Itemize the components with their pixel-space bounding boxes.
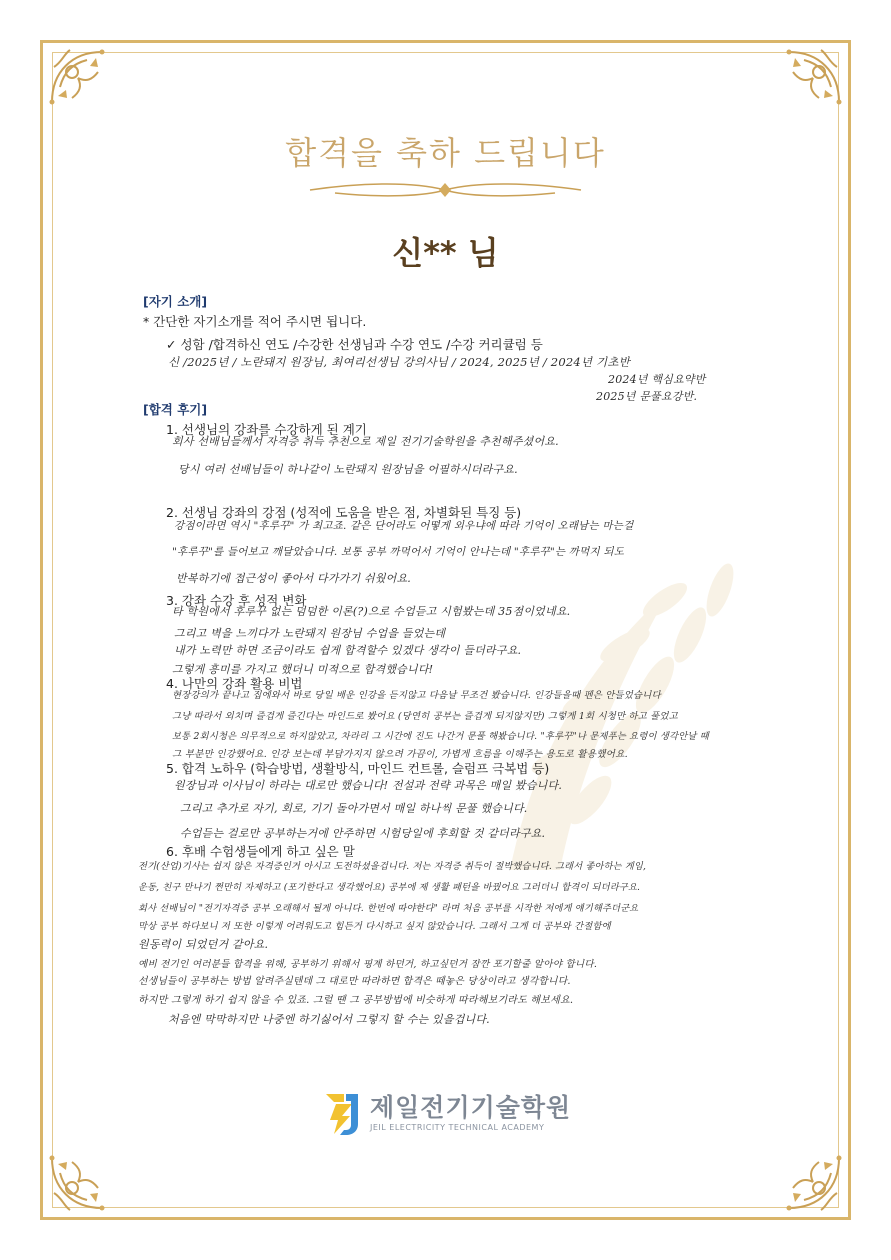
corner-ornament-icon [42, 42, 132, 132]
lightning-logo-icon [322, 1090, 362, 1136]
answer-line: 내가 노력만 하면 조금이라도 쉽게 합격할수 있겠다 생각이 들더라구요. [174, 644, 522, 657]
recipient-name: 신** 님 [392, 234, 499, 272]
answer-line: 전기(산업)기사는 쉽지 않은 자격증인거 아시고 도전하셨을겁니다. 저는 자격증 취득이 절박했습니다. 그래서 좋아하는 게임, [138, 861, 647, 872]
academy-logo-name: 제일전기기술학원 [370, 1093, 572, 1122]
section-label-review: [합격 후기] [143, 402, 208, 417]
academy-logo [322, 1090, 572, 1140]
intro-prompt: * 간단한 자기소개를 적어 주시면 됩니다. [143, 314, 367, 329]
answer-line: "후루꾸"를 들어보고 깨달았습니다. 보통 공부 까먹어서 기억이 안나는데 "후루꾸"는 까먹지 되도 [172, 546, 625, 558]
answer-line: 운동, 친구 만나기 쩐만히 자제하고 (포기한다고 생각했어요) 공부에 제 생활 패턴을 바꿨어요 그러더니 합격이 되더라구요. [138, 882, 641, 893]
ornamental-divider-icon [305, 178, 586, 202]
answer-line: 그렇게 흥미를 가지고 했더니 미적으로 합격했습니다! [172, 663, 434, 676]
answer-line: 예비 전기인 여러분들 합격을 위해, 공부하기 위해서 핑계 하던거, 하고싶던거 잠깐 포기할줄 알아야 합니다. [138, 959, 598, 970]
intro-answer-line: 2024년 핵심요약반 [608, 373, 706, 386]
answer-line: 막상 공부 하다보니 저 또한 이렇게 어려워도고 힘든거 다시하고 싶지 않았습니다. 그래서 그게 더 공부와 간절함에 [138, 921, 611, 932]
answer-line: 강점이라면 역시 "후루꾸" 가 최고죠. 같은 단어라도 어떻게 외우냐에 따라 기억이 오래남는 마는걸 [174, 520, 634, 532]
answer-line: 반복하기에 접근성이 좋아서 다가가기 쉬웠어요. [176, 572, 412, 585]
answer-line: 그냥 따라서 외치며 즐겁게 즐긴다는 마인드로 봤어요 (당연히 공부는 즐겁게 되지않지만) 그렇게 1회 시청만 하고 풀었고 [172, 711, 678, 722]
answer-line: 그 부분만 인강했어요. 인강 보는데 부담가지지 않으려 가끔이, 가볍게 흐름을 이해주는 용도로 활용했어요. [172, 749, 628, 760]
answer-line: 회사 선배님들께서 자격증 취득 추천으로 제일 전기기술학원을 추천해주셨어요. [172, 435, 559, 448]
answer-line: 원동력이 되었던거 같아요. [138, 938, 269, 951]
intro-answer-line: 2025년 문풀요강반. [596, 390, 698, 403]
section-label-intro: [자기 소개] [143, 294, 208, 309]
answer-line: 회사 선배님이 "전기자격증 공부 오래해서 될게 아니다. 한번에 따야한다" 라며 처음 공부를 시작한 저에게 얘기해주더군요 [138, 903, 639, 914]
academy-logo-subtitle: JEIL ELECTRICITY TECHNICAL ACADEMY [370, 1123, 545, 1132]
intro-answer-line: 신 /2025년 / 노란돼지 원장님, 최여리선생님 강의사님 / 2024, 2025년 / 2024년 기초반 [168, 355, 630, 369]
corner-ornament-icon [759, 1128, 849, 1218]
answer-line: 그리고 추가로 자기, 회로, 기기 돌아가면서 매일 하나씩 문풀 했습니다. [180, 802, 528, 815]
answer-line: 수업듣는 걸로만 공부하는거에 안주하면 시험당일에 후회할 것 같더라구요. [180, 827, 546, 840]
corner-ornament-icon [759, 42, 849, 132]
question-2: 2. 선생님 강좌의 강점 (성적에 도움을 받은 점, 차별화된 특징 등) [166, 505, 522, 520]
question-4: 4. 나만의 강좌 활용 비법 [166, 676, 303, 691]
answer-line: 원장님과 이사님이 하라는 대로만 했습니다! 전설과 전략 과목은 매일 봤습니다. [174, 779, 563, 792]
question-1: 1. 선생님의 강좌를 수강하게 된 계기 [166, 422, 367, 437]
question-6: 6. 후배 수험생들에게 하고 싶은 말 [166, 844, 355, 859]
question-3: 3. 강좌 수강 후 성적 변화 [166, 593, 307, 608]
answer-line: 그리고 벽을 느끼다가 노란돼지 원장님 수업을 들었는데 [174, 627, 446, 640]
answer-line: 당시 여러 선배님들이 하나같이 노란돼지 원장님을 어필하시더라구요. [178, 463, 518, 476]
answer-line: 선생님들이 공부하는 방법 알려주실텐데 그 대로만 따라하면 합격은 떼놓은 당상이라고 생각합니다. [138, 976, 571, 987]
corner-ornament-icon [42, 1128, 132, 1218]
answer-line: 하지만 그렇게 하기 쉽지 않을 수 있죠. 그럴 땐 그 공부방법에 비슷하게 따라해보기라도 해보세요. [138, 995, 574, 1006]
question-5: 5. 합격 노하우 (학습방법, 생활방식, 마인드 컨트롤, 슬럼프 극복법 등) [166, 761, 550, 776]
certificate-title: 합격을 축하 드립니다 [285, 134, 606, 172]
answer-line: 처음엔 막막하지만 나중엔 하기싫어서 그렇지 할 수는 있을겁니다. [168, 1013, 490, 1026]
answer-line: 타 학원에서 후루꾸 없는 덤덤한 이론(?)으로 수업듣고 시험봤는데 35점이었네요. [172, 605, 571, 618]
intro-checklist: ✓ 성함 /합격하신 연도 /수강한 선생님과 수강 연도 /수강 커리큘럼 등 [166, 337, 543, 352]
answer-line: 현장강의가 끝나고 집에와서 바로 당일 배운 인강을 듣지않고 다음날 무조건 봤습니다. 인강들을때 펜은 안들었습니다 [172, 690, 661, 701]
answer-line: 보통 2회시청은 의무적으로 하지않았고, 차라리 그 시간에 진도 나간거 문풀 해봤습니다. "후루꾸"나 문제푸는 요령이 생각안날 때 [172, 731, 709, 742]
